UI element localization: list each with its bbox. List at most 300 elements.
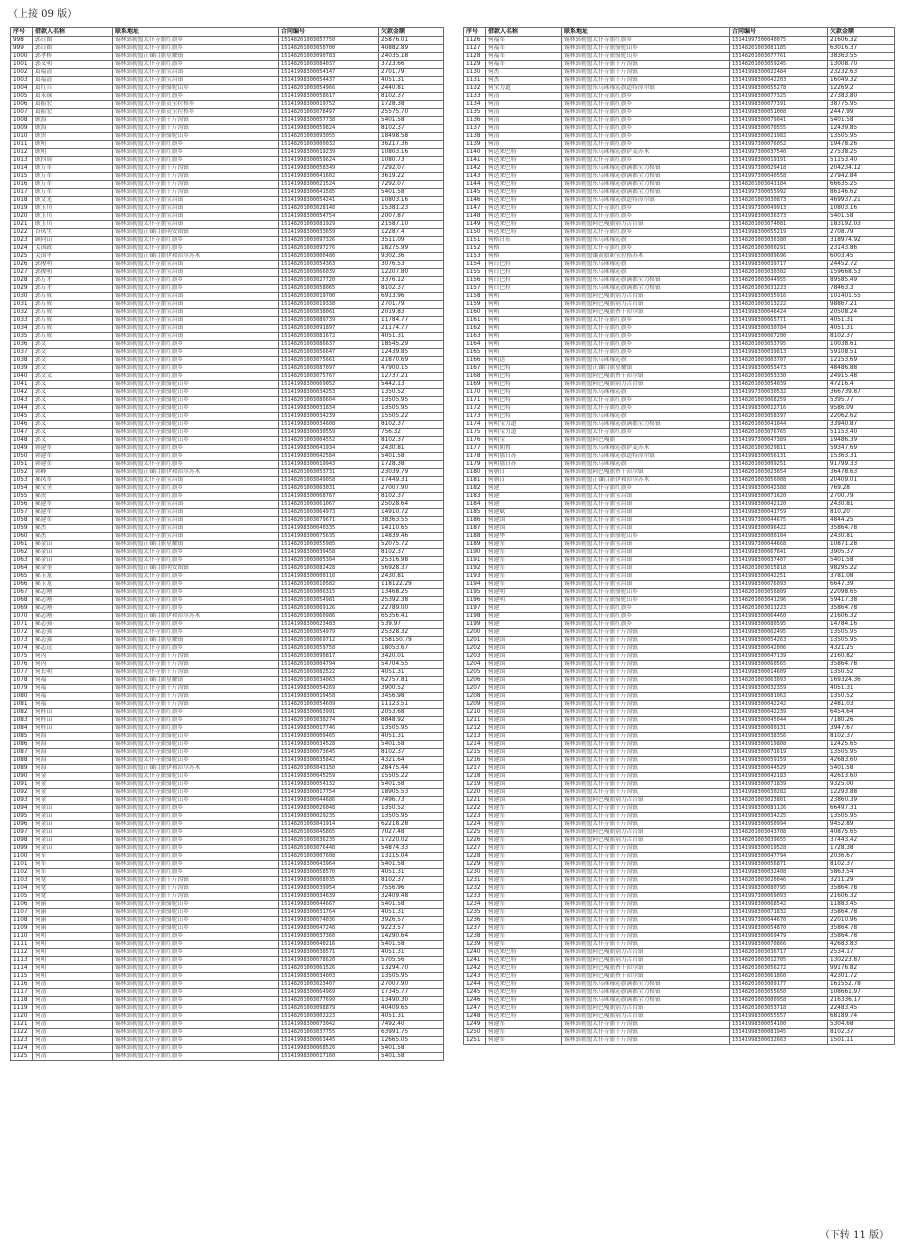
serial-no-cell: 1063 (11, 557, 33, 565)
amount-cell: 40875.65 (828, 829, 895, 837)
contract-number-cell: 15141998300054263 (730, 637, 828, 645)
table-row (464, 1013, 895, 1021)
serial-no-cell: 1109 (11, 925, 33, 933)
contract-number-cell: 15141998300071620 (730, 493, 828, 501)
table-row (464, 829, 895, 837)
borrower-name-cell: 郭万成 (33, 309, 113, 317)
address-cell: 锡林郭勒盟阿巴嘎旗别力古台镇 (562, 957, 730, 965)
address-cell: 锡林郭勒盟太仆寺旗红旗乡 (113, 285, 279, 293)
contract-number-cell: 15141998300019808 (730, 741, 828, 749)
table-row (464, 893, 895, 901)
amount-cell: 12425.65 (828, 741, 895, 749)
amount-cell: 2430.81 (828, 501, 895, 509)
address-cell: 锡林郭勒盟东乌珠穆沁旗萨麦苏木 (562, 149, 730, 157)
table-row (464, 613, 895, 621)
table-body-right (464, 37, 895, 1045)
borrower-name-cell: 何海 (33, 749, 113, 757)
borrower-name-cell: 何明 (486, 301, 562, 309)
contract-number-cell: 15148201003063093 (730, 677, 828, 685)
contract-number-cell: 15148201003012705 (730, 957, 828, 965)
table-row (11, 749, 444, 757)
address-cell: 锡林郭勒盟太仆寺旗千斤沟镇 (562, 877, 730, 885)
contract-number-cell: 15148201003080604 (279, 397, 379, 405)
address-cell: 锡林郭勒盟阿巴嘎旗查干淖尔镇 (562, 373, 730, 381)
table-row (11, 101, 444, 109)
table-row (464, 437, 895, 445)
amount-cell: 52075.72 (379, 541, 444, 549)
table-row (11, 565, 444, 573)
borrower-name-cell: 郭孝桥 (33, 53, 113, 61)
amount-cell: 14839.46 (379, 533, 444, 541)
table-row (464, 445, 895, 453)
serial-no-cell: 1010 (11, 133, 33, 141)
amount-cell: 8848.92 (379, 717, 444, 725)
address-cell: 锡林郭勒盟阿巴嘎旗查干淖尔镇 (562, 965, 730, 973)
serial-no-cell: 1207 (464, 685, 486, 693)
borrower-name-cell: 何建军 (486, 829, 562, 837)
contract-number-cell: 15141998300023483 (279, 621, 379, 629)
amount-cell: 4051.31 (379, 1013, 444, 1021)
amount-cell: 7496.73 (379, 797, 444, 805)
borrower-name-cell: 何朝日 (486, 477, 562, 485)
table-row (11, 333, 444, 341)
serial-no-cell: 1034 (11, 325, 33, 333)
amount-cell: 15381.23 (379, 205, 444, 213)
table-row (464, 1029, 895, 1037)
amount-cell: 2534.17 (828, 949, 895, 957)
serial-no-cell: 1169 (464, 381, 486, 389)
serial-no-cell: 1202 (464, 645, 486, 653)
contract-number-cell: 15148201003076448 (279, 845, 379, 853)
table-row (464, 325, 895, 333)
contract-number-cell: 15148201003015818 (730, 565, 828, 573)
amount-cell: 4051.31 (828, 685, 895, 693)
serial-no-cell: 1011 (11, 141, 33, 149)
address-cell: 锡林郭勒盟太仆寺旗宝昌镇 (562, 573, 730, 581)
amount-cell: 14290.64 (379, 933, 444, 941)
address-cell: 锡林郭勒盟太仆寺旗宝昌镇 (113, 533, 279, 541)
borrower-name-cell: 何明达 (486, 357, 562, 365)
serial-no-cell: 1041 (11, 381, 33, 389)
serial-no-cell: 1067 (11, 589, 33, 597)
table-row (464, 357, 895, 365)
serial-no-cell: 1091 (11, 781, 33, 789)
contract-number-cell: 15141998300033659 (279, 229, 379, 237)
borrower-name-cell: 何达来巴特 (486, 949, 562, 957)
contract-number-cell: 15148201003081185 (730, 45, 828, 53)
address-cell: 锡林郭勒盟太仆寺旗骆驼山乡 (113, 781, 279, 789)
contract-number-cell: 15141998300019458 (279, 693, 379, 701)
table-row (11, 909, 444, 917)
contract-number-cell: 15148201003041184 (730, 181, 828, 189)
table-row (11, 717, 444, 725)
serial-no-cell: 1083 (11, 717, 33, 725)
address-cell: 锡林郭勒盟东乌珠穆沁旗 (562, 261, 730, 269)
amount-cell: 6647.39 (828, 581, 895, 589)
contract-number-cell: 15141998300054100 (730, 1021, 828, 1029)
address-cell: 锡林郭勒盟太仆寺旗红旗乡 (113, 957, 279, 965)
borrower-name-cell: 何达来巴特 (486, 157, 562, 165)
amount-cell: 18545.29 (379, 341, 444, 349)
address-cell: 锡林郭勒盟太仆寺旗红旗乡 (113, 717, 279, 725)
borrower-name-cell: 耿玉川 (33, 213, 113, 221)
table-row (11, 1045, 444, 1053)
serial-no-cell: 1022 (11, 229, 33, 237)
serial-no-cell: 1024 (11, 245, 33, 253)
table-row (464, 789, 895, 797)
address-cell: 锡林郭勒盟太仆寺旗千斤沟镇 (562, 789, 730, 797)
address-cell: 锡林郭勒盟太仆寺旗红旗乡 (113, 277, 279, 285)
serial-no-cell: 1014 (11, 165, 33, 173)
contract-number-cell: 15141998300043964 (279, 861, 379, 869)
table-row (11, 509, 444, 517)
table-row (11, 261, 444, 269)
address-cell: 锡林郭勒盟太仆寺旗红旗乡 (113, 149, 279, 157)
contract-number-cell: 15148201003005304 (279, 557, 379, 565)
borrower-name-cell: 何建国 (486, 669, 562, 677)
table-row (464, 221, 895, 229)
table-row (464, 573, 895, 581)
contract-number-cell: 15141998300042006 (730, 645, 828, 653)
serial-no-cell: 1203 (464, 653, 486, 661)
address-cell: 锡林郭勒盟阿巴嘎旗别力古台镇 (562, 837, 730, 845)
contract-number-cell: 15148201003069712 (279, 637, 379, 645)
table-row (464, 133, 895, 141)
amount-cell: 3947.67 (828, 725, 895, 733)
table-row (11, 957, 444, 965)
borrower-name-cell: 何建国 (486, 749, 562, 757)
table-row (11, 813, 444, 821)
table-row (464, 381, 895, 389)
serial-no-cell: 1110 (11, 933, 33, 941)
amount-cell: 23143.86 (828, 245, 895, 253)
table-row (11, 1021, 444, 1029)
table-row (11, 693, 444, 701)
table-row (464, 957, 895, 965)
table-row (464, 597, 895, 605)
serial-no-cell: 1039 (11, 365, 33, 373)
serial-no-cell: 1215 (464, 749, 486, 757)
amount-cell: 8102.37 (828, 733, 895, 741)
address-cell: 锡林郭勒盟太仆寺旗千斤沟镇 (113, 701, 279, 709)
borrower-name-cell: 何建军 (486, 877, 562, 885)
borrower-name-cell: 何日巴拉 (486, 269, 562, 277)
amount-cell: 13505.95 (828, 813, 895, 821)
amount-cell: 33940.87 (828, 421, 895, 429)
address-cell: 锡林郭勒盟太仆寺旗红旗乡 (113, 349, 279, 357)
serial-no-cell: 1065 (11, 573, 33, 581)
serial-no-cell: 1016 (11, 181, 33, 189)
amount-cell: 24035.18 (379, 53, 444, 61)
table-row (11, 221, 444, 229)
amount-cell: 42683.60 (828, 757, 895, 765)
address-cell: 锡林郭勒盟太仆寺旗红旗乡 (113, 829, 279, 837)
contract-number-cell: 15148201003041296 (730, 597, 828, 605)
contract-number-cell: 15141998300055219 (730, 229, 828, 237)
amount-cell: 51153.40 (828, 157, 895, 165)
amount-cell: 183192.03 (828, 221, 895, 229)
serial-no-cell: 1150 (464, 229, 486, 237)
serial-no-cell: 1047 (11, 429, 33, 437)
amount-cell: 101401.55 (828, 293, 895, 301)
contract-number-cell: 15148201003075661 (279, 357, 379, 365)
contract-number-cell: 15148201003028148 (279, 205, 379, 213)
table-row (11, 157, 444, 165)
borrower-name-cell: 何金 (33, 797, 113, 805)
contract-number-cell: 15148201003036235 (279, 837, 379, 845)
serial-no-cell: 1188 (464, 533, 486, 541)
address-cell: 锡林郭勒盟太仆寺旗宝昌镇 (113, 261, 279, 269)
serial-no-cell: 1033 (11, 317, 33, 325)
amount-cell: 9223.57 (379, 925, 444, 933)
table-row (11, 429, 444, 437)
serial-no-cell: 1106 (11, 901, 33, 909)
borrower-name-cell: 何海 (33, 765, 113, 773)
amount-cell: 18053.67 (379, 645, 444, 653)
serial-no-cell: 1134 (464, 101, 486, 109)
amount-cell: 11784.77 (379, 317, 444, 325)
contract-number-cell: 15141998300047794 (730, 853, 828, 861)
contract-number-cell: 15148201003057750 (279, 37, 379, 45)
table-row (464, 237, 895, 245)
address-cell: 锡林郭勒盟太仆寺旗红旗乡 (113, 1053, 279, 1061)
address-cell: 锡林郭勒盟太仆寺旗骆驼山乡 (113, 797, 279, 805)
contract-number-cell: 15148201003075767 (279, 373, 379, 381)
address-cell: 锡林郭勒盟太仆寺旗千斤沟镇 (562, 909, 730, 917)
address-cell: 锡林郭勒盟太仆寺旗宝昌镇 (113, 301, 279, 309)
serial-no-cell: 1204 (464, 661, 486, 669)
borrower-name-cell: 何福军 (486, 53, 562, 61)
borrower-name-cell: 耿贵 (33, 133, 113, 141)
address-cell: 锡林郭勒盟太仆寺旗千斤沟镇 (562, 773, 730, 781)
borrower-name-cell: 何金 (33, 773, 113, 781)
table-row (464, 453, 895, 461)
serial-no-cell: 1009 (11, 125, 33, 133)
borrower-name-cell: 耿万军 (33, 173, 113, 181)
contract-number-cell: 15141998300064460 (730, 613, 828, 621)
serial-no-cell: 1211 (464, 717, 486, 725)
borrower-name-cell: 郝志刚 (33, 605, 113, 613)
table-row (464, 141, 895, 149)
amount-cell: 13505.95 (828, 629, 895, 637)
contract-number-cell: 15141998300065771 (730, 317, 828, 325)
borrower-name-cell: 何明 (486, 317, 562, 325)
serial-no-cell: 1094 (11, 805, 33, 813)
amount-cell: 1728.38 (379, 101, 444, 109)
amount-cell: 27383.80 (828, 93, 895, 101)
table-row (464, 429, 895, 437)
amount-cell: 2701.79 (379, 301, 444, 309)
amount-cell: 5304.68 (828, 1021, 895, 1029)
borrower-name-cell: 郭义 (33, 397, 113, 405)
amount-cell: 2447.99 (828, 109, 895, 117)
contract-number-cell: 15148201003082522 (279, 669, 379, 677)
amount-cell: 35864.78 (828, 909, 895, 917)
address-cell: 锡林郭勒盟太仆寺旗红旗乡 (562, 205, 730, 213)
contract-number-cell: 15141998300029235 (279, 813, 379, 821)
serial-no-cell: 1038 (11, 357, 33, 365)
address-cell: 锡林郭勒盟正镶白旗伊和淖尔苏木 (113, 613, 279, 621)
borrower-name-cell: 何丽 (33, 917, 113, 925)
table-row (464, 989, 895, 997)
contract-number-cell: 15148201003053718 (730, 1005, 828, 1013)
address-cell: 锡林郭勒盟太仆寺旗红旗乡 (113, 629, 279, 637)
contract-number-cell: 15141998300069052 (279, 381, 379, 389)
address-cell: 锡林郭勒盟太仆寺旗骆驼山乡 (113, 773, 279, 781)
serial-no-cell: 1197 (464, 605, 486, 613)
table-row (11, 245, 444, 253)
table-row (464, 717, 895, 725)
contract-number-cell: 15141998300042242 (730, 701, 828, 709)
borrower-name-cell: 郝凤军 (33, 477, 113, 485)
serial-no-cell: 1187 (464, 525, 486, 533)
borrower-name-cell: 何达来巴特 (486, 205, 562, 213)
amount-cell: 35864.78 (828, 605, 895, 613)
amount-cell: 5705.56 (379, 957, 444, 965)
serial-no-cell: 1189 (464, 541, 486, 549)
address-cell: 锡林郭勒盟太仆寺旗千斤沟镇 (562, 821, 730, 829)
serial-no-cell: 1140 (464, 149, 486, 157)
amount-cell: 62218.28 (379, 821, 444, 829)
serial-no-cell: 1186 (464, 517, 486, 525)
table-row (11, 173, 444, 181)
amount-cell: 86146.62 (828, 189, 895, 197)
amount-cell: 21606.32 (828, 37, 895, 45)
serial-no-cell: 1241 (464, 957, 486, 965)
address-cell: 锡林郭勒盟太仆寺旗宝昌镇 (562, 517, 730, 525)
borrower-name-cell: 郝杰 (33, 525, 113, 533)
address-cell: 锡林郭勒盟太仆寺旗红旗乡 (113, 997, 279, 1005)
borrower-name-cell: 葛红兵 (33, 85, 113, 93)
table-row (464, 773, 895, 781)
header-contract-number: 合同编号 (730, 28, 828, 37)
borrower-name-cell: 郭义 (33, 389, 113, 397)
table-row (464, 1037, 895, 1045)
contract-number-cell: 15148201003054363 (279, 261, 379, 269)
address-cell: 锡林郭勒盟太仆寺旗红旗乡 (113, 493, 279, 501)
amount-cell: 14110.65 (379, 525, 444, 533)
serial-no-cell: 1101 (11, 861, 33, 869)
borrower-name-cell: 何长明 (33, 669, 113, 677)
address-cell: 锡林郭勒盟太仆寺旗千斤沟镇 (113, 877, 279, 885)
serial-no-cell: 1146 (464, 197, 486, 205)
table-row (11, 853, 444, 861)
serial-no-cell: 1057 (11, 509, 33, 517)
table-row (464, 365, 895, 373)
address-cell: 锡林郭勒盟太仆寺旗红旗乡 (562, 37, 730, 45)
amount-cell: 14784.16 (828, 621, 895, 629)
borrower-name-cell: 何建军 (486, 861, 562, 869)
serial-no-cell: 1210 (464, 709, 486, 717)
address-cell: 锡林郭勒盟阿巴嘎旗 (562, 437, 730, 445)
borrower-name-cell: 何清 (486, 101, 562, 109)
table-row (11, 605, 444, 613)
table-row (464, 477, 895, 485)
table-row (11, 469, 444, 477)
borrower-name-cell: 何明巴特 (486, 381, 562, 389)
amount-cell: 3900.52 (379, 685, 444, 693)
serial-no-cell: 1222 (464, 805, 486, 813)
serial-no-cell: 1078 (11, 677, 33, 685)
serial-no-cell: 1059 (11, 525, 33, 533)
address-cell: 锡林郭勒盟太仆寺旗宝昌镇 (562, 541, 730, 549)
serial-no-cell: 1179 (464, 461, 486, 469)
borrower-name-cell: 何明 (33, 973, 113, 981)
borrower-name-cell: 耿玉川 (33, 205, 113, 213)
borrower-name-cell: 何福军 (486, 37, 562, 45)
amount-cell: 19478.26 (828, 141, 895, 149)
address-cell: 锡林郭勒盟太仆寺旗千斤沟镇 (562, 869, 730, 877)
serial-no-cell: 1048 (11, 437, 33, 445)
contract-number-cell: 15141998300035916 (730, 293, 828, 301)
amount-cell: 539.97 (379, 621, 444, 629)
contract-number-cell: 15148201003036380 (730, 237, 828, 245)
amount-cell: 366739.87 (828, 389, 895, 397)
serial-no-cell: 1237 (464, 925, 486, 933)
borrower-name-cell: 何日巴拉 (486, 261, 562, 269)
contract-number-cell: 15141998300053473 (730, 365, 828, 373)
serial-no-cell: 1141 (464, 157, 486, 165)
borrower-name-cell: 何建军 (486, 933, 562, 941)
amount-cell: 4844.25 (828, 517, 895, 525)
serial-no-cell: 1120 (11, 1013, 33, 1021)
serial-no-cell: 1184 (464, 501, 486, 509)
amount-cell: 2036.67 (828, 853, 895, 861)
borrower-name-cell: 何丽 (33, 925, 113, 933)
table-row (11, 613, 444, 621)
amount-cell: 13490.30 (379, 997, 444, 1005)
borrower-name-cell: 何建军 (486, 917, 562, 925)
address-cell: 锡林郭勒盟太仆寺旗红旗乡 (562, 245, 730, 253)
amount-cell: 7027.48 (379, 829, 444, 837)
table-row (11, 925, 444, 933)
address-cell: 锡林郭勒盟太仆寺旗红旗乡 (562, 157, 730, 165)
contract-number-cell: 15141998300071619 (730, 749, 828, 757)
contract-number-cell: 15141998300067841 (730, 549, 828, 557)
borrower-name-cell: 耿万军 (33, 165, 113, 173)
address-cell: 锡林郭勒盟太仆寺旗红旗乡 (562, 317, 730, 325)
borrower-name-cell: 何明 (486, 333, 562, 341)
serial-no-cell: 1003 (11, 77, 33, 85)
contract-number-cell: 15148201003076765 (730, 429, 828, 437)
table-row (11, 517, 444, 525)
amount-cell: 47900.15 (379, 365, 444, 373)
contract-number-cell: 15141997300047389 (730, 437, 828, 445)
amount-cell: 3781.08 (828, 573, 895, 581)
table-row (464, 909, 895, 917)
amount-cell: 13505.95 (379, 405, 444, 413)
table-row (11, 709, 444, 717)
address-cell: 锡林郭勒盟太仆寺旗红旗乡 (113, 1029, 279, 1037)
serial-no-cell: 1116 (11, 981, 33, 989)
address-cell: 锡林郭勒盟太仆寺旗宝昌镇 (113, 325, 279, 333)
table-row (11, 581, 444, 589)
contract-number-cell: 15148201003000486 (279, 253, 379, 261)
serial-no-cell: 1246 (464, 997, 486, 1005)
borrower-name-cell: 郭文 (33, 357, 113, 365)
serial-no-cell: 1007 (11, 109, 33, 117)
table-row (11, 861, 444, 869)
serial-no-cell: 1138 (464, 133, 486, 141)
table-row (11, 821, 444, 829)
amount-cell: 63016.37 (828, 45, 895, 53)
serial-no-cell: 1161 (464, 317, 486, 325)
borrower-name-cell: 何建军 (486, 805, 562, 813)
borrower-name-cell: 何军 (33, 869, 113, 877)
contract-number-cell: 15141998300045259 (279, 773, 379, 781)
serial-no-cell: 1044 (11, 405, 33, 413)
address-cell: 锡林郭勒盟太仆寺旗红旗乡 (113, 709, 279, 717)
